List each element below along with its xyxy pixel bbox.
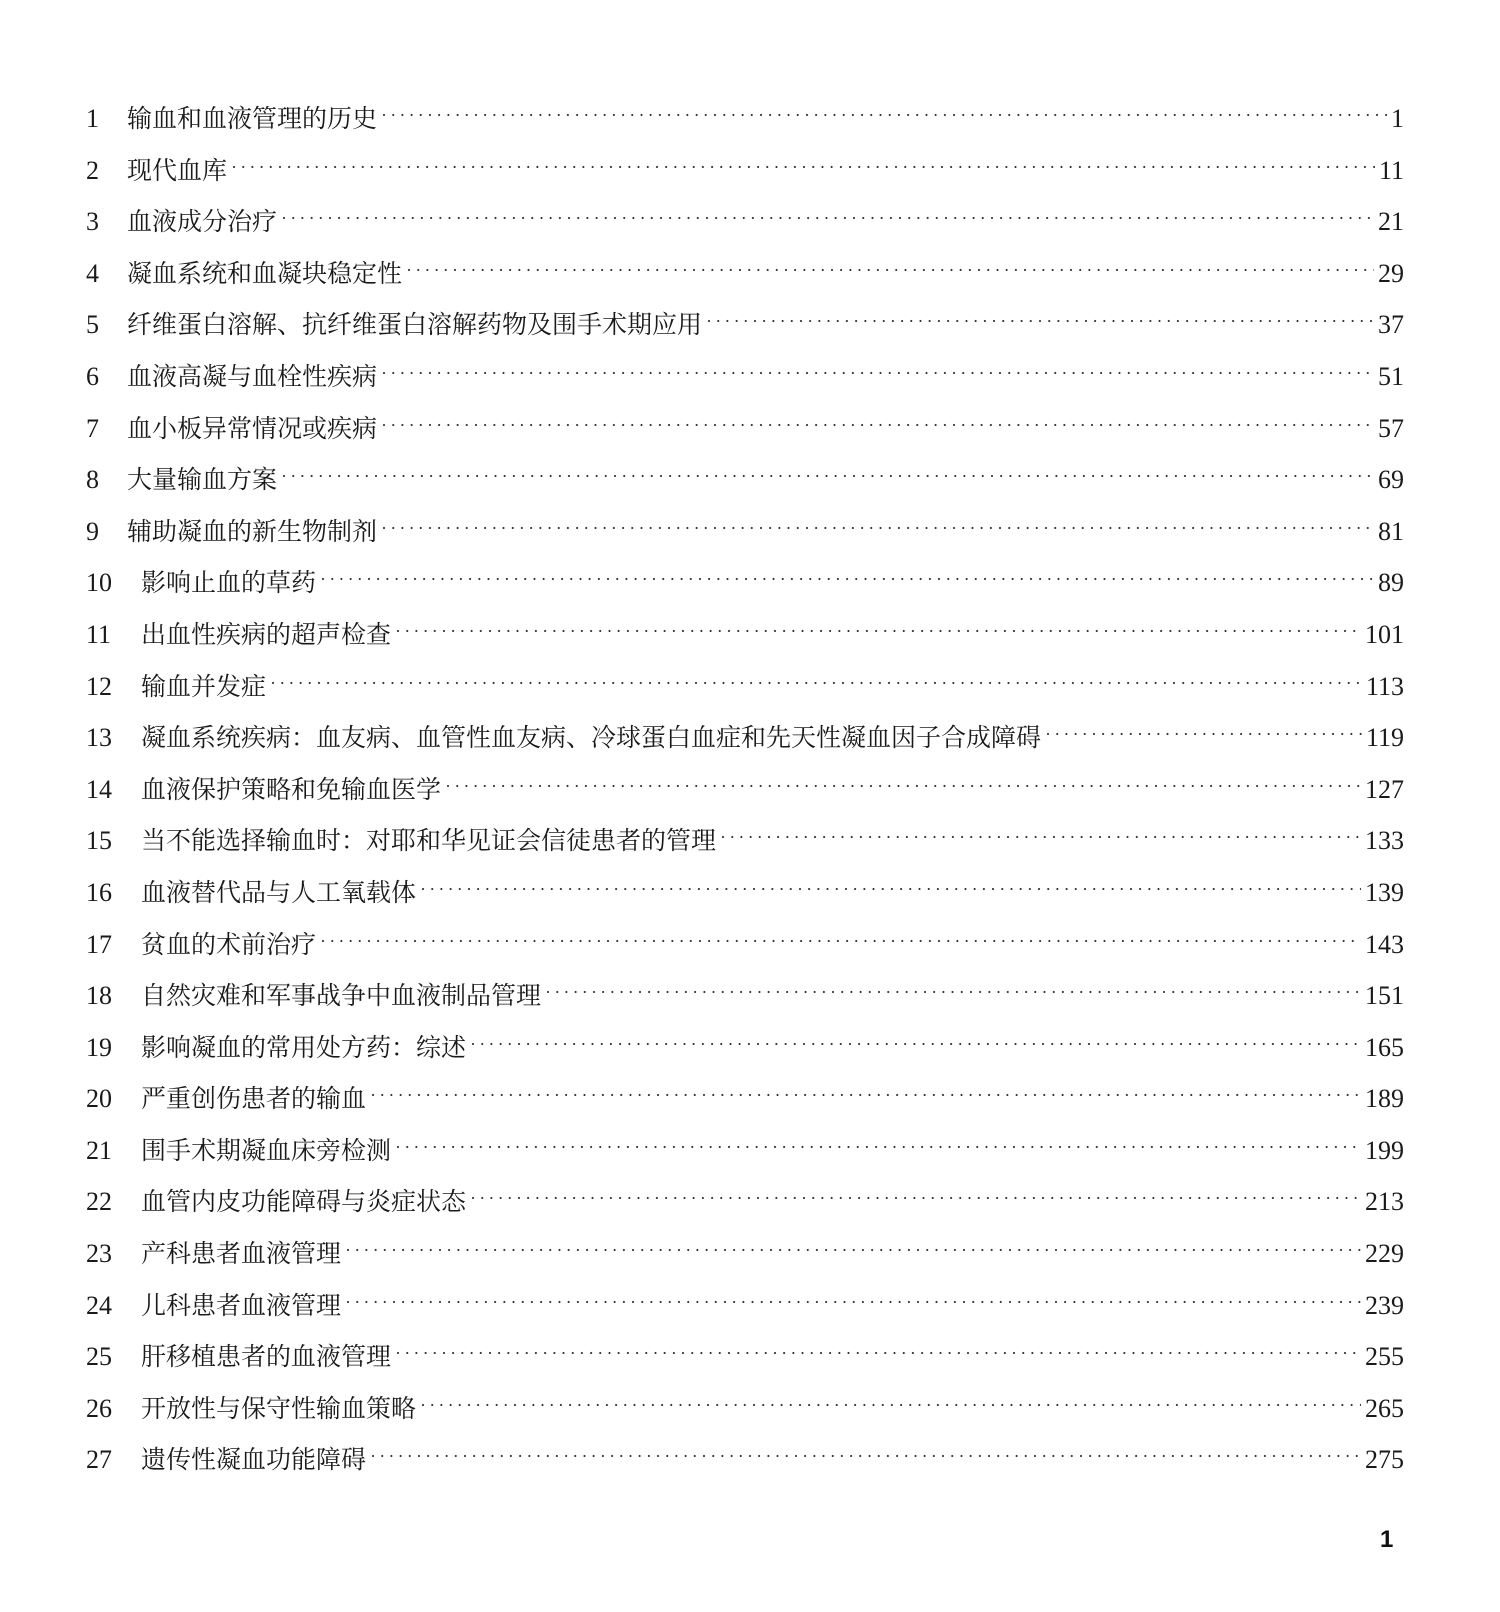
chapter-number: 14 [86,774,112,804]
toc-entry[interactable] [86,1022,1404,1074]
chapter-title[interactable]: 血液保护策略和免输血医学 [141,774,442,804]
chapter-title[interactable]: 出血性疾病的超声检查 [141,619,392,649]
chapter-page-number[interactable]: 11 [1378,155,1404,185]
chapter-page-number[interactable]: 127 [1365,774,1404,804]
dot-leader [270,658,1362,710]
dot-leader [445,761,1361,813]
dot-leader [381,400,1374,452]
chapter-page-number[interactable]: 139 [1365,877,1404,907]
toc-entry[interactable] [86,196,1404,248]
chapter-page-number[interactable]: 1 [1391,104,1404,133]
dot-leader [406,245,1374,297]
chapter-title[interactable]: 围手术期凝血床旁检测 [141,1135,392,1165]
chapter-page-number[interactable]: 133 [1365,826,1404,856]
toc-entry[interactable] [86,1228,1404,1280]
toc-entry[interactable] [86,1125,1404,1177]
dot-leader [381,348,1374,400]
chapter-number: 13 [86,723,112,753]
dot-leader [545,967,1361,1019]
chapter-page-number[interactable]: 151 [1365,981,1404,1011]
dot-leader [345,1277,1361,1329]
chapter-page-number[interactable]: 255 [1365,1342,1404,1372]
toc-entry[interactable] [86,661,1404,713]
toc-entry[interactable] [86,1331,1404,1383]
chapter-number: 27 [86,1445,112,1475]
toc-entry[interactable] [86,454,1404,506]
chapter-title[interactable]: 当不能选择输血时：对耶和华见证会信徒患者的管理 [141,826,717,856]
toc-entry[interactable] [86,919,1404,971]
chapter-title[interactable]: 影响止血的草药 [141,568,317,598]
chapter-page-number[interactable]: 113 [1365,671,1404,701]
toc-entry[interactable] [86,609,1404,661]
chapter-number: 7 [86,413,99,443]
chapter-page-number[interactable]: 119 [1365,723,1404,753]
chapter-number: 19 [86,1032,112,1062]
dot-leader [320,554,1374,606]
chapter-number: 17 [86,929,112,959]
page-number: 1 [1380,1526,1394,1553]
chapter-number: 12 [86,671,112,701]
chapter-number: 26 [86,1393,112,1423]
toc-entry[interactable] [86,1383,1404,1435]
chapter-number: 9 [86,516,99,546]
chapter-title[interactable]: 血管内皮功能障碍与炎症状态 [141,1187,467,1217]
toc-entry[interactable] [86,970,1404,1022]
toc-entry[interactable] [86,506,1404,558]
chapter-title[interactable]: 现代血库 [127,155,228,185]
dot-leader [381,90,1387,142]
chapter-title[interactable]: 贫血的术前治疗 [141,929,317,959]
chapter-title[interactable]: 辅助凝血的新生物制剂 [127,516,378,546]
chapter-title[interactable]: 输血并发症 [141,671,267,701]
dot-leader [381,503,1374,555]
chapter-page-number[interactable]: 51 [1378,361,1404,391]
chapter-number: 5 [86,310,99,340]
chapter-page-number[interactable]: 21 [1378,207,1404,237]
toc-entry[interactable] [86,557,1404,609]
chapter-page-number[interactable]: 229 [1365,1239,1404,1269]
chapter-title[interactable]: 自然灾难和军事战争中血液制品管理 [141,981,542,1011]
toc-entry[interactable] [86,1176,1404,1228]
dot-leader [706,296,1374,348]
chapter-title[interactable]: 纤维蛋白溶解、抗纤维蛋白溶解药物及围手术期应用 [127,310,703,340]
toc-entry[interactable] [86,1280,1404,1332]
dot-leader [281,451,1374,503]
chapter-title[interactable]: 开放性与保守性输血策略 [141,1393,417,1423]
dot-leader [420,1380,1361,1432]
chapter-number: 21 [86,1135,112,1165]
toc-entry[interactable] [86,815,1404,867]
chapter-title[interactable]: 大量输血方案 [127,465,278,495]
toc-entry[interactable] [86,145,1404,197]
chapter-number: 6 [86,361,99,391]
chapter-page-number[interactable]: 199 [1365,1135,1404,1165]
chapter-number: 2 [86,155,99,185]
dot-leader [395,1328,1361,1380]
chapter-page-number[interactable]: 239 [1365,1290,1404,1320]
table-of-contents [86,93,1404,1486]
dot-leader [470,1019,1361,1071]
chapter-number: 16 [86,877,112,907]
chapter-title[interactable]: 血小板异常情况或疾病 [127,413,378,443]
chapter-title[interactable]: 凝血系统和血凝块稳定性 [127,258,403,288]
chapter-title[interactable]: 严重创伤患者的输血 [141,1084,367,1114]
chapter-number: 8 [86,465,99,495]
chapter-title[interactable]: 影响凝血的常用处方药：综述 [141,1032,467,1062]
chapter-number: 25 [86,1342,112,1372]
chapter-number: 22 [86,1187,112,1217]
toc-entry[interactable] [86,248,1404,300]
chapter-title[interactable]: 遗传性凝血功能障碍 [141,1445,367,1475]
dot-leader [420,864,1361,916]
toc-entry[interactable] [86,712,1404,764]
dot-leader [281,193,1374,245]
dot-leader [395,1122,1361,1174]
chapter-title[interactable]: 产科患者血液管理 [141,1239,342,1269]
chapter-page-number[interactable]: 57 [1378,413,1404,443]
chapter-title[interactable]: 凝血系统疾病：血友病、血管性血友病、冷球蛋白血症和先天性凝血因子合成障碍 [141,723,1042,753]
dot-leader [345,1225,1361,1277]
chapter-number: 18 [86,981,112,1011]
chapter-page-number[interactable]: 29 [1378,258,1404,288]
dot-leader [370,1431,1361,1483]
dot-leader [395,606,1361,658]
chapter-number: 3 [86,207,99,237]
chapter-number: 1 [86,104,99,133]
dot-leader [320,916,1361,968]
chapter-page-number[interactable]: 165 [1365,1032,1404,1062]
toc-entry[interactable] [86,764,1404,816]
chapter-page-number[interactable]: 89 [1378,568,1404,598]
dot-leader [1045,709,1362,761]
dot-leader [370,1070,1361,1122]
chapter-page-number[interactable]: 69 [1378,465,1404,495]
chapter-title[interactable]: 血液成分治疗 [127,207,278,237]
toc-entry[interactable] [86,403,1404,455]
chapter-title[interactable]: 儿科患者血液管理 [141,1290,342,1320]
chapter-number: 24 [86,1290,112,1320]
chapter-title[interactable]: 血液替代品与人工氧载体 [141,877,417,907]
chapter-number: 23 [86,1239,112,1269]
chapter-page-number[interactable]: 143 [1365,929,1404,959]
dot-leader [231,142,1375,194]
toc-entry[interactable] [86,867,1404,919]
chapter-title[interactable]: 肝移植患者的血液管理 [141,1342,392,1372]
dot-leader [720,812,1361,864]
chapter-page-number[interactable]: 189 [1365,1084,1404,1114]
toc-entry[interactable] [86,299,1404,351]
chapter-title[interactable]: 输血和血液管理的历史 [127,104,378,133]
dot-leader [470,1173,1361,1225]
chapter-page-number[interactable]: 81 [1378,516,1404,546]
chapter-number: 20 [86,1084,112,1114]
chapter-number: 4 [86,258,99,288]
toc-entry[interactable] [86,351,1404,403]
chapter-number: 11 [86,619,112,649]
toc-entry[interactable] [86,1073,1404,1125]
chapter-number: 15 [86,826,112,856]
chapter-page-number[interactable]: 265 [1365,1393,1404,1423]
chapter-page-number[interactable]: 275 [1365,1445,1404,1475]
chapter-page-number[interactable]: 213 [1365,1187,1404,1217]
chapter-page-number[interactable]: 37 [1378,310,1404,340]
toc-entry[interactable] [86,1434,1404,1486]
toc-entry[interactable] [86,93,1404,145]
chapter-page-number[interactable]: 101 [1365,619,1404,649]
chapter-title[interactable]: 血液高凝与血栓性疾病 [127,361,378,391]
chapter-number: 10 [86,568,112,598]
